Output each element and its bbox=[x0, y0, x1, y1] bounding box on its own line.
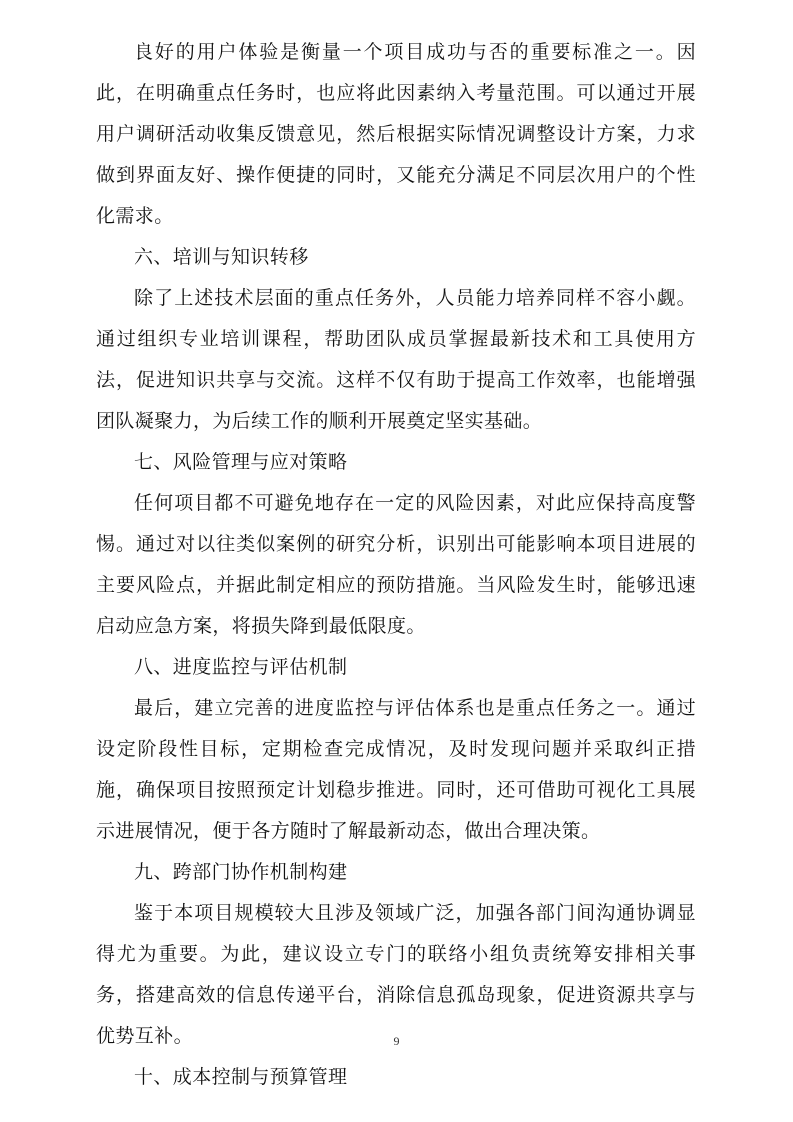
paragraph-user-experience: 良好的用户体验是衡量一个项目成功与否的重要标准之一。因此，在明确重点任务时，也应将此因素纳入考量范围。可以通过开展用户调研活动收集反馈意见，然后根据实际情况调整设计方案，力求做到界面友好、操作便捷的同时，又能充分满足不同层次用户的个性化需求。 bbox=[96, 41, 696, 227]
page-number: 9 bbox=[393, 1034, 400, 1048]
section-heading-collaboration: 九、跨部门协作机制构建 bbox=[134, 861, 348, 883]
paragraph-progress: 最后，建立完善的进度监控与评估体系也是重点任务之一。通过设定阶段性目标，定期检查完成情况，及时发现问题并采取纠正措施，确保项目按照预定计划稳步推进。同时，还可借助可视化工具展示进展情况，便于各方随时了解最新动态，做出合理决策。 bbox=[96, 697, 696, 842]
paragraph-training: 除了上述技术层面的重点任务外，人员能力培养同样不容小觑。通过组织专业培训课程，帮助团队成员掌握最新技术和工具使用方法，促进知识共享与交流。这样不仅有助于提高工作效率，也能增强团队凝聚力，为后续工作的顺利开展奠定坚实基础。 bbox=[96, 287, 696, 432]
paragraph-collaboration: 鉴于本项目规模较大且涉及领域广泛，加强各部门间沟通协调显得尤为重要。为此，建议设立专门的联络小组负责统筹安排相关事务，搭建高效的信息传递平台，消除信息孤岛现象，促进资源共享与优势互补。 bbox=[96, 902, 696, 1047]
paragraph-risk: 任何项目都不可避免地存在一定的风险因素，对此应保持高度警惕。通过对以往类似案例的研究分析，识别出可能影响本项目进展的主要风险点，并据此制定相应的预防措施。当风险发生时，能够迅速启动应急方案，将损失降到最低限度。 bbox=[96, 492, 696, 637]
section-heading-cost: 十、成本控制与预算管理 bbox=[134, 1066, 348, 1088]
section-heading-risk: 七、风险管理与应对策略 bbox=[134, 451, 348, 473]
document-body bbox=[96, 32, 696, 1098]
section-heading-progress: 八、进度监控与评估机制 bbox=[134, 656, 348, 678]
section-heading-training: 六、培训与知识转移 bbox=[134, 246, 309, 268]
